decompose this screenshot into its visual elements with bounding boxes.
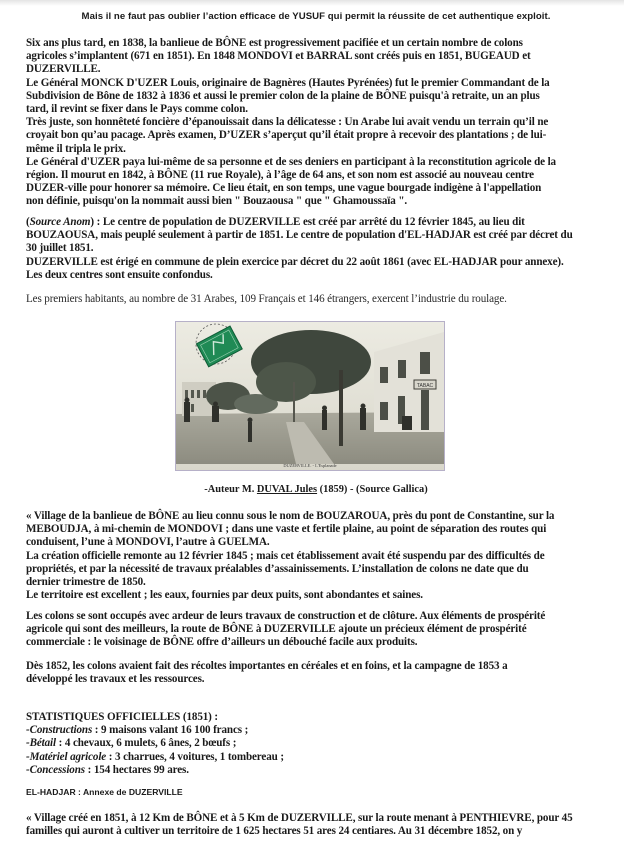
text-line: Les colons se sont occupés avec ardeur de leurs travaux de construction et de clôture. Aux éléments de prospérité bbox=[26, 610, 546, 622]
text-line: dernier trimestre de 1850. bbox=[26, 576, 146, 589]
source-label: Source Anom bbox=[29, 216, 91, 228]
stat-item bbox=[26, 737, 608, 750]
postcard-photo bbox=[175, 321, 445, 471]
stat-item bbox=[26, 724, 608, 737]
text-line: Subdivision de Bône de 1832 à 1836 et aussi le premier colon de la plaine de BÔNE puisqu'à retraite, un an plus bbox=[26, 89, 540, 102]
stat-value: : 9 maisons valant 16 100 francs ; bbox=[92, 724, 249, 737]
text-line: même il tripla le prix. bbox=[26, 142, 126, 155]
text-line: Six ans plus tard, en 1838, la banlieue de BÔNE est progressivement pacifiée et un certain nombre de colons bbox=[26, 37, 523, 49]
intro-paragraph bbox=[26, 37, 608, 209]
text-line: Dès 1852, les colons avaient fait des récoltes importantes en céréales et en foins, et la campagne de 1853 a bbox=[26, 660, 508, 672]
quote-village-paragraph bbox=[26, 510, 608, 602]
stat-item bbox=[26, 751, 608, 764]
recoltes-paragraph bbox=[26, 660, 608, 686]
text-line: région. Il mourut en 1842, à BÔNE (11 rue Royale), à l’âge de 64 ans, et son nom est associé au nouveau centre bbox=[26, 169, 534, 182]
text-line: Le Général MONCK D'UZER Louis, originaire de Bagnères (Hautes Pyrénées) fut le premier Commandant de la bbox=[26, 76, 550, 89]
statistics-block bbox=[26, 711, 608, 777]
text-line: DUZERVILLE est érigé en commune de plein exercice par décret du 22 août 1861 (avec EL-HADJAR pour annexe). bbox=[26, 255, 564, 268]
text-line: Très juste, son honnêteté foncière d’épanouissait dans la délicatesse : Un Arabe lui avait vendu un terrain qu’il ne bbox=[26, 116, 549, 129]
source-anom-paragraph bbox=[26, 216, 608, 282]
credit-suffix: (1859) - (Source Gallica) bbox=[317, 484, 428, 495]
text-line: (Source Anom) : Le centre de population de DUZERVILLE est créé par arrêté du 12 février 1845, au lieu dit bbox=[26, 216, 525, 228]
credit-prefix: -Auteur M. bbox=[204, 484, 257, 495]
text-line: 30 juillet 1851. bbox=[26, 242, 94, 255]
text-line: non définie, puisqu'on la nommait aussi bien " Bouzaousa " que " Ghamoussaïa ". bbox=[26, 195, 408, 208]
postcard-illustration bbox=[176, 322, 444, 470]
text-line: commerciale : le voisinage de BÔNE offre d’ailleurs un débouché facile aux produits. bbox=[26, 636, 418, 649]
text-line: Le Général d'UZER paya lui-même de sa personne et de ses deniers en participant à la reconstitution agricole de la bbox=[26, 155, 556, 168]
text-line: développé les travaux et les ressources. bbox=[26, 673, 205, 686]
text-line: « Village créé en 1851, à 12 Km de BÔNE et à 5 Km de DUZERVILLE, sur la route menant à PENTHIEVRE, pour 45 bbox=[26, 812, 573, 824]
text-line: agricole qui sont des meilleurs, la route de BÔNE à DUZERVILLE ajoute un précieux élément de prospérité bbox=[26, 623, 527, 636]
colons-paragraph bbox=[26, 610, 608, 650]
stat-label: -Matériel agricole bbox=[26, 750, 107, 763]
text-line: Les deux centres sont ensuite confondus. bbox=[26, 268, 213, 281]
text-line: familles qui auront à cultiver un territoire de 1 625 hectares 51 ares 24 centiares. Au 31 décembre 1852, on y bbox=[26, 825, 523, 838]
elhadjar-heading: EL-HADJAR : Annexe de DUZERVILLE bbox=[26, 787, 183, 797]
elhadjar-paragraph bbox=[26, 812, 608, 838]
stat-value: : 4 chevaux, 6 mulets, 6 ânes, 2 bœufs ; bbox=[55, 737, 237, 750]
top-shade bbox=[0, 0, 624, 6]
text-line: Le territoire est excellent ; les eaux, fournies par deux puits, sont abondantes et saines. bbox=[26, 589, 423, 602]
stat-label: -Concessions bbox=[26, 763, 85, 776]
text-line: DUZERVILLE. bbox=[26, 63, 101, 76]
text-line: Les premiers habitants, au nombre de 31 Arabes, 109 Français et 146 étrangers, exercent l’industrie du roulage. bbox=[26, 293, 507, 305]
shop-sign: TABAC bbox=[416, 383, 434, 389]
stat-value: : 3 charrues, 4 voitures, 1 tombereau ; bbox=[106, 750, 284, 763]
text-line: MEBOUDJA, à mi-chemin de MONDOVI ; dans une vaste et fertile plaine, au point de séparation des routes qui bbox=[26, 523, 547, 536]
text-line: propriétés, et par la nécessité de travaux préalables d’assainissements. L’installation de colons ne date que du bbox=[26, 562, 529, 575]
credit-author: DUVAL Jules bbox=[256, 484, 318, 495]
text-line: tard, il revint se fixer dans le Pays comme colon. bbox=[26, 103, 248, 116]
text-line: agricoles s’implantent (671 en 1851). En 1848 MONDOVI et BARRAL sont créés puis en 1851, BUGEAUD et bbox=[26, 50, 531, 63]
text-line: conduisent, l’une à MONDOVI, l’autre à GUELMA. bbox=[26, 536, 270, 549]
stat-value: : 154 hectares 99 ares. bbox=[84, 763, 189, 776]
text-line: DUZER-ville pour honorer sa mémoire. Ce lieu était, en son temps, une vague bourgade indigène à l'appellation bbox=[26, 182, 542, 195]
statistics-title: STATISTIQUES OFFICIELLES (1851) : bbox=[26, 711, 218, 723]
text-line: croyait bon qu’au pacage. Après examen, D’UZER s’aperçut qu’il était propre à recevoir des plantations ; de lui- bbox=[26, 129, 547, 142]
habitants-paragraph bbox=[26, 293, 608, 306]
photo-credit bbox=[26, 484, 606, 495]
stat-label: -Bétail bbox=[26, 737, 56, 750]
text-line: BOUZAOUSA, mais peuplé seulement à partir de 1851. Le centre de population d'EL-HADJAR est créé par décret du bbox=[26, 229, 573, 242]
photo-caption: DUZERVILLE. - L'Esplanade bbox=[283, 463, 337, 468]
text-line: La création officielle remonte au 12 février 1845 ; mais cet établissement avait été suspendu par des difficultés de bbox=[26, 549, 545, 562]
stat-label: -Constructions bbox=[26, 724, 93, 737]
text-line: « Village de la banlieue de BÔNE au lieu connu sous le nom de BOUZAROUA, près du pont de Constantine, sur la bbox=[26, 510, 555, 522]
stat-item bbox=[26, 764, 608, 777]
headline: Mais il ne faut pas oublier l’action efficace de YUSUF qui permit la réussite de cet authentique exploit. bbox=[81, 11, 551, 22]
text-fragment: : Le centre de population de DUZERVILLE est créé par arrêté du 12 février 1845, au lieu dit bbox=[94, 216, 525, 228]
